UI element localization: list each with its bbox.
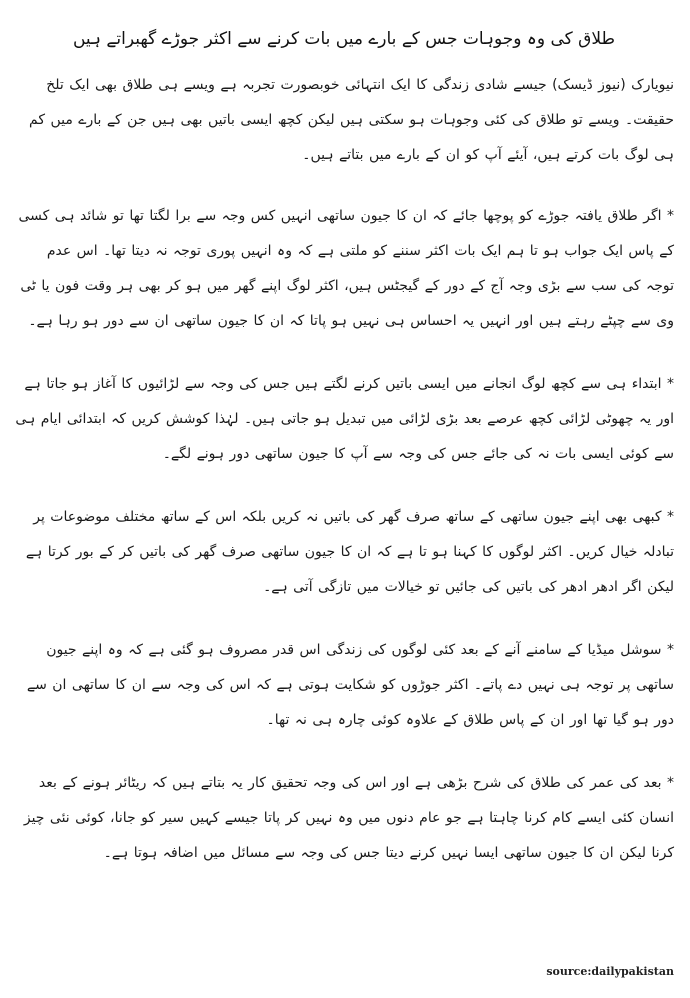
article-paragraph-early-arguments: * ابتداء ہی سے کچھ لوگ انجانے میں ایسی باتیں کرنے لگتے ہیں جس کی وجہ سے لڑائیوں کا آغاز ہو جاتا ہے اور یہ چھوٹی لڑائی کچھ عرصے بعد بڑی لڑائی میں تبدیل ہو جاتی ہیں۔ لہٰذا کوشش کریں کہ ابتدائی ایام ہی سے کوئی ایسی بات نہ کی جائے جس کی وجہ سے آپ کا جیون ساتھی دور ہونے لگے۔: [15, 376, 674, 462]
article-paragraph-gadgets: * اگر طلاق یافتہ جوڑے کو پوچھا جائے کہ ان کا جیون ساتھی انہیں کس وجہ سے برا لگتا تھا تو شائد ہی کسی کے پاس ایک جواب ہو تا ہم ایک بات اکثر سننے کو ملتی ہے کہ وہ انہیں پوری توجہ نہ دیتا تھا۔ اس عدم توجہ کی سب سے بڑی وجہ آج کے دور کے گیجٹس ہیں، اکثر لوگ اپنے گھر میں ہو کر بھی ہر وقت فون یا ٹی وی سے چپٹے رہتے ہیں اور انہیں یہ احساس ہی نہیں ہو پاتا کہ ان کا جیون ساتھی ان سے دور ہو رہا ہے۔: [18, 208, 674, 329]
article-paragraph-social-media: * سوشل میڈیا کے سامنے آنے کے بعد کئی لوگوں کی زندگی اس قدر مصروف ہو گئی ہے کہ وہ اپنے جیون ساتھی پر توجہ ہی نہیں دے پاتے۔ اکثر جوڑوں کو شکایت ہوتی ہے کہ اس کی وجہ سے ان کا ساتھی ان سے دور ہو گیا تھا اور ان کے پاس طلاق کے علاوہ کوئی چارہ ہی نہ تھا۔: [26, 642, 674, 728]
source-credit: source:dailypakistan: [546, 965, 674, 978]
article-paragraph-retirement: * بعد کی عمر کی طلاق کی شرح بڑھی ہے اور اس کی وجہ تحقیق کار یہ بتاتے ہیں کہ ریٹائر ہونے کے بعد انسان کئی ایسے کام کرنا چاہتا ہے جو عام دنوں میں وہ نہیں کر پاتا جیسے کہیں سیر کو جانا، کوئی نئی چیز کرنا لیکن ان کا جیون ساتھی ایسا نہیں کرنے دیتا جس کی وجہ سے مسائل میں اضافہ ہوتا ہے۔: [23, 775, 674, 861]
article-paragraph-intro: نیویارک (نیوز ڈیسک) جیسے شادی زندگی کا ایک انتہائی خوبصورت تجربہ ہے ویسے ہی طلاق بھی ایک تلخ حقیقت۔ ویسے تو طلاق کی کئی وجوہات ہو سکتی ہیں لیکن کچھ ایسی باتیں بھی ہیں جن کے بارے میں کم ہی لوگ بات کرتے ہیں، آیئے آپ کو ان کے بارے میں بتاتے ہیں۔: [29, 77, 674, 163]
article-paragraph-conversation-topics: * کبھی بھی اپنے جیون ساتھی کے ساتھ صرف گھر کی باتیں نہ کریں بلکہ اس کے ساتھ مختلف موضوعات پر تبادلہ خیال کریں۔ اکثر لوگوں کا کہنا ہو تا ہے کہ ان کا جیون ساتھی صرف گھر کی باتیں کر کے بور کرتا ہے لیکن اگر ادھر ادھر کی باتیں کی جائیں تو خیالات میں تازگی آتی ہے۔: [25, 509, 674, 595]
article-title: طلاق کی وہ وجوہات جس کے بارے میں بات کرنے سے اکثر جوڑے گھبراتے ہیں: [72, 29, 616, 49]
